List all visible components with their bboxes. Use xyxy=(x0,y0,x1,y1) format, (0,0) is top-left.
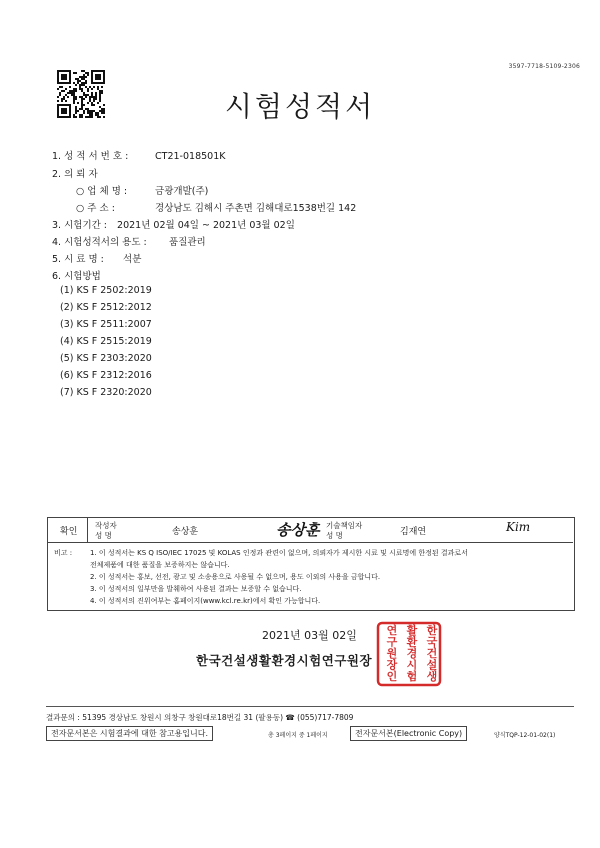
confirm-label: 확인 xyxy=(60,527,78,537)
method-item: (6) KS F 2312:2016 xyxy=(60,370,152,381)
period-row xyxy=(52,217,295,231)
author-signature: 송상훈 xyxy=(276,521,320,539)
method-item: (7) KS F 2320:2020 xyxy=(60,387,152,398)
sample-row xyxy=(52,251,141,265)
remark-item: 4. 이 성적서의 진위여부는 홈페이지(www.kcl.re.kr)에서 확인 가능합니다. xyxy=(90,597,321,605)
method-item: (1) KS F 2502:2019 xyxy=(60,285,152,296)
method-item: (3) KS F 2511:2007 xyxy=(60,319,152,330)
seal-character: 원 xyxy=(386,647,398,660)
seal-character: 장 xyxy=(386,658,398,672)
official-seal xyxy=(376,621,442,687)
report-number-value: CT21-018501K xyxy=(155,151,226,162)
seal-character: 연 xyxy=(386,624,398,637)
seal-character: 국 xyxy=(426,635,438,649)
footer-notice: 전자문서본은 시험결과에 대한 참고용입니다. xyxy=(46,726,213,741)
tech-label-bottom: 성 명 xyxy=(326,531,343,540)
author-label-bottom: 성 명 xyxy=(95,531,112,540)
document-number: 3597-7718-5109-2306 xyxy=(508,63,580,70)
seal-character: 시 xyxy=(406,658,418,672)
tech-signature: Kim xyxy=(506,520,531,534)
company-row xyxy=(76,183,208,197)
tech-label-top: 기술책임자 xyxy=(326,521,363,530)
footer-page: 총 3페이지 중 1페이지 xyxy=(268,732,328,739)
seal-character: 생 xyxy=(426,670,438,683)
electronic-copy-badge: 전자문서본(Electronic Copy) xyxy=(350,726,467,741)
purpose-label: 4. 시험성적서의 용도 : xyxy=(52,237,147,248)
sample-value: 석분 xyxy=(123,254,142,265)
method-label: 6. 시험방법 xyxy=(52,271,101,282)
period-value: 2021년 02월 04일 ~ 2021년 03월 02일 xyxy=(117,220,295,231)
seal-character: 건 xyxy=(426,647,438,660)
remarks-label: 비고 : xyxy=(54,549,73,557)
period-label: 3. 시험기간 : xyxy=(52,220,108,231)
company-value: 금광개발(주) xyxy=(155,186,209,197)
sample-label: 5. 시 료 명 : xyxy=(52,254,104,265)
seal-character: 환 xyxy=(406,635,418,649)
issue-date: 2021년 03월 02일 xyxy=(262,629,357,642)
remark-item: 3. 이 성적서의 일부만을 발췌하여 사용된 결과는 보증할 수 없습니다. xyxy=(90,585,302,593)
report-number-row xyxy=(52,148,225,162)
report-number-label: 1. 성 적 서 번 호 : xyxy=(52,151,129,162)
address-row xyxy=(76,200,356,214)
method-item: (5) KS F 2303:2020 xyxy=(60,353,152,364)
form-number: 양식TQP-12-01-02(1) xyxy=(494,732,556,739)
method-item: (4) KS F 2515:2019 xyxy=(60,336,152,347)
remark-item: 2. 이 성적서는 홍보, 선전, 광고 및 소송용으로 사용될 수 없으며, 용도 이외의 사용을 금합니다. xyxy=(90,573,381,581)
divider xyxy=(87,517,88,542)
address-label: ○ 주 소 : xyxy=(76,203,115,214)
seal-character: 구 xyxy=(386,635,398,649)
client-label: 2. 의 뢰 자 xyxy=(52,169,98,180)
remark-item: 전체제품에 대한 품질을 보증하지는 않습니다. xyxy=(90,561,230,569)
method-item: (2) KS F 2512:2012 xyxy=(60,302,152,313)
footer-address: 결과문의 : 51395 경상남도 창원시 의창구 창원대로18번길 31 (팔용동) ☎ (055)717-7809 xyxy=(46,713,354,722)
purpose-row xyxy=(52,234,206,248)
purpose-value: 품질관리 xyxy=(169,237,206,248)
seal-character: 활 xyxy=(406,624,418,637)
seal-character: 경 xyxy=(406,647,418,660)
address-value: 경상남도 김해시 주촌면 김해대로1538번길 142 xyxy=(155,203,357,214)
page-title: 시험성적서 xyxy=(224,90,376,123)
seal-character: 설 xyxy=(426,658,438,672)
footer-divider xyxy=(46,706,574,707)
seal-character: 한 xyxy=(426,624,438,637)
company-label: ○ 업 체 명 : xyxy=(76,186,128,197)
remark-item: 1. 이 성적서는 KS Q ISO/IEC 17025 및 KOLAS 인정과 관련이 없으며, 의뢰자가 제시한 시료 및 시료명에 한정된 결과로서 xyxy=(90,549,468,557)
seal-character: 험 xyxy=(406,670,418,683)
author-name: 송상훈 xyxy=(172,527,199,537)
seal-character: 인 xyxy=(386,670,398,683)
author-label-top: 작성자 xyxy=(95,521,117,530)
institute-name: 한국건설생활환경시험연구원장 xyxy=(196,653,373,668)
tech-name: 김재연 xyxy=(400,527,427,537)
